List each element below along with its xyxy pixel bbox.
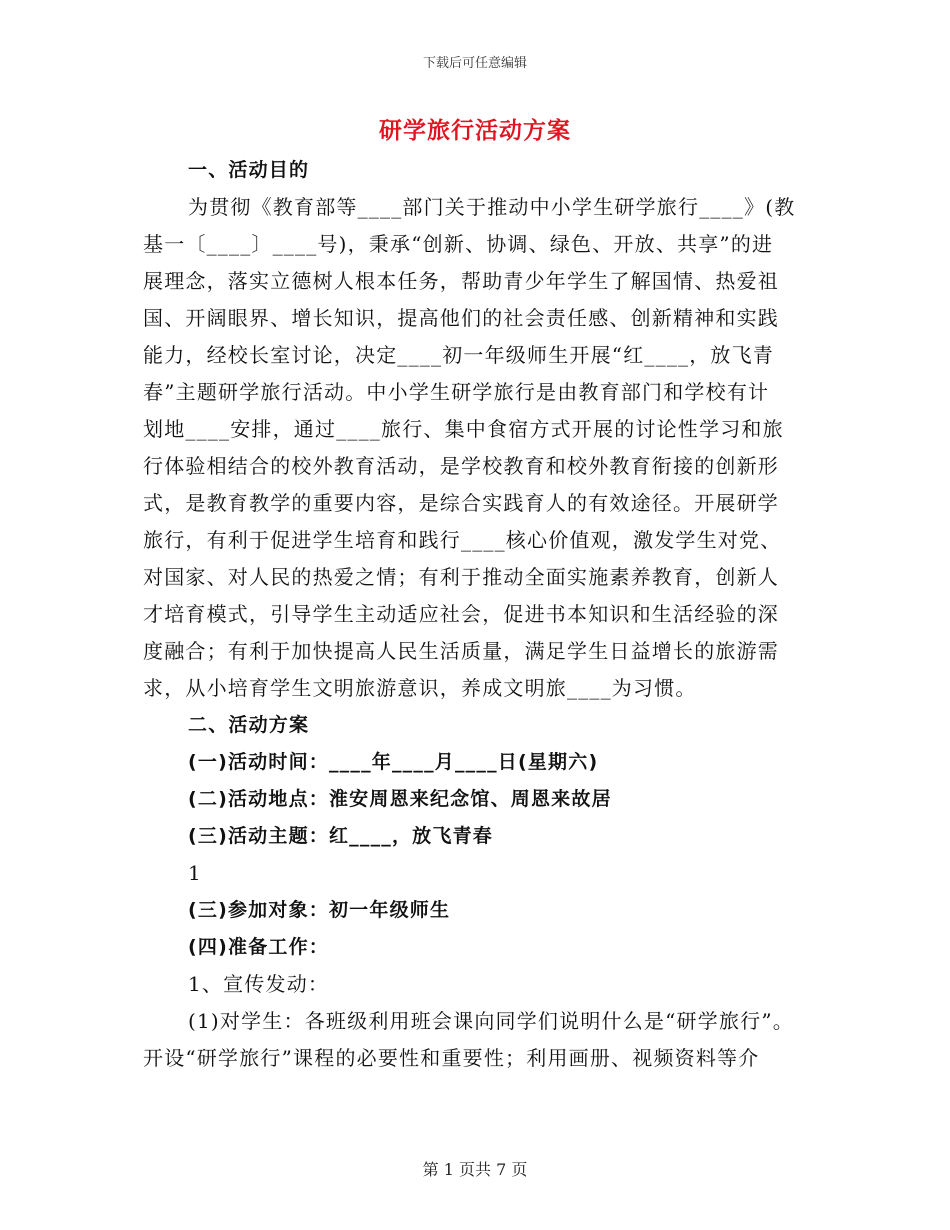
paragraph-line: 开设“研学旅行”课程的必要性和重要性；利用画册、视频资料等介 — [143, 1046, 760, 1070]
paragraph-line: 国、开阔眼界、增长知识，提高他们的社会责任感、创新精神和实践 — [143, 306, 779, 330]
subheading-publicity: 1、宣传发动： — [188, 972, 330, 996]
plan-item-location: (二)活动地点：淮安周恩来纪念馆、周恩来故居 — [188, 788, 612, 810]
plan-item-preparation: (四)准备工作： — [188, 936, 329, 958]
paragraph-line: 展理念，落实立德树人根本任务，帮助青少年学生了解国情、热爱祖 — [143, 269, 779, 293]
document-body — [143, 152, 813, 1077]
paragraph-line: 能力，经校长室讨论，决定____初一年级师生开展“红____，放飞青 — [143, 343, 775, 367]
paragraph-line: 求，从小培育学生文明旅游意识，养成文明旅____为习惯。 — [143, 676, 697, 700]
paragraph-line: 度融合；有利于加快提高人民生活质量，满足学生日益增长的旅游需 — [143, 639, 779, 663]
page-number-marker: 1 — [188, 861, 202, 885]
document-title: 研学旅行活动方案 — [379, 117, 571, 144]
paragraph-line: 旅行，有利于促进学生培育和践行____核心价值观，激发学生对党、 — [143, 528, 782, 552]
page-header: 下载后可任意编辑 — [422, 56, 527, 71]
paragraph-line: 才培育模式，引导学生主动适应社会，促进书本知识和生活经验的深 — [143, 602, 779, 626]
paragraph-line: 春”主题研学旅行活动。中小学生研学旅行是由教育部门和学校有计 — [143, 380, 770, 404]
paragraph-line: 式，是教育教学的重要内容，是综合实践育人的有效途径。开展研学 — [143, 491, 779, 515]
section-heading-purpose: 一、活动目的 — [188, 159, 310, 181]
paragraph-line: 划地____安排，通过____旅行、集中食宿方式开展的讨论性学习和旅 — [143, 417, 784, 441]
paragraph-line: (1)对学生：各班级利用班会课向同学们说明什么是“研学旅行”。 — [188, 1009, 794, 1033]
plan-item-participants: (三)参加对象：初一年级师生 — [188, 899, 451, 921]
paragraph-line: 基一〔____〕____号)，秉承“创新、协调、绿色、开放、共享”的进 — [143, 232, 774, 256]
plan-item-time: (一)活动时间：____年____月____日(星期六) — [188, 751, 599, 773]
paragraph-line: 对国家、对人民的热爱之情；有利于推动全面实施素养教育，创新人 — [143, 565, 779, 589]
section-heading-plan: 二、活动方案 — [188, 714, 310, 736]
paragraph-line: 为贯彻《教育部等____部门关于推动中小学生研学旅行____》(教 — [188, 195, 796, 219]
page-footer: 第 1 页共 7 页 — [422, 1160, 528, 1179]
plan-item-theme: (三)活动主题：红____，放飞青春 — [188, 825, 493, 847]
paragraph-line: 行体验相结合的校外教育活动，是学校教育和校外教育衔接的创新形 — [143, 454, 779, 478]
